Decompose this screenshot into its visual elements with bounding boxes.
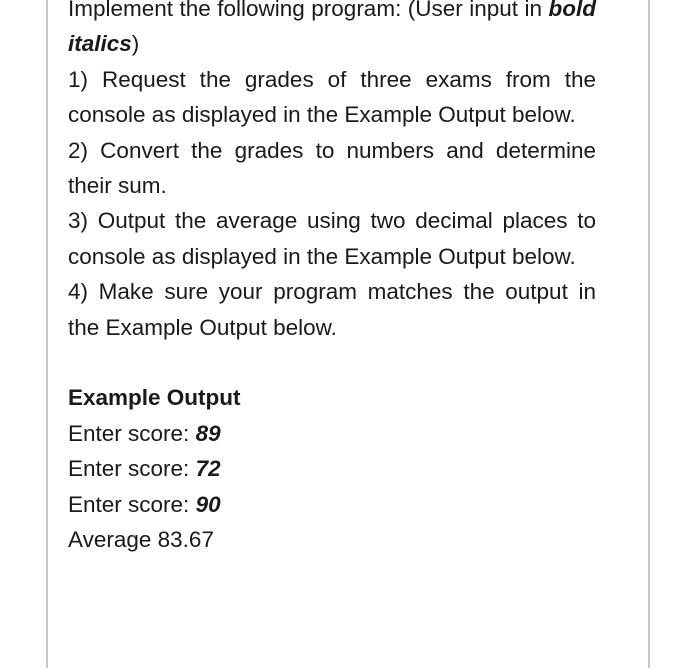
- example-line-label: Enter score:: [68, 456, 196, 482]
- example-line-value: 72: [195, 456, 221, 482]
- step-3: 3) Output the average using two decimal places to console as displayed in the Example Output below.: [68, 208, 596, 269]
- example-line-label: Enter score:: [68, 420, 196, 446]
- example-line-2: [68, 451, 596, 486]
- example-line-3: [68, 487, 596, 522]
- intro-prefix: Implement the following program: (User input in: [68, 0, 549, 21]
- intro-emphasis: bold italics: [68, 0, 596, 57]
- example-result: Average 83.67: [68, 527, 214, 553]
- intro-suffix: ): [131, 31, 140, 57]
- assignment-text: [68, 0, 596, 557]
- example-line-1: [68, 416, 596, 451]
- example-heading: Example Output: [68, 385, 241, 411]
- blank-line: [68, 345, 596, 380]
- step-2: 2) Convert the grades to numbers and determine their sum.: [68, 137, 596, 199]
- intro-paragraph: [68, 0, 596, 62]
- step-4: 4) Make sure your program matches the output in the Example Output below.: [68, 279, 596, 340]
- step-1: 1) Request the grades of three exams from the console as displayed in the Example Output below.: [68, 66, 596, 128]
- example-line-value: 89: [195, 420, 221, 446]
- example-line-label: Enter score:: [68, 491, 196, 517]
- example-line-value: 90: [195, 491, 221, 517]
